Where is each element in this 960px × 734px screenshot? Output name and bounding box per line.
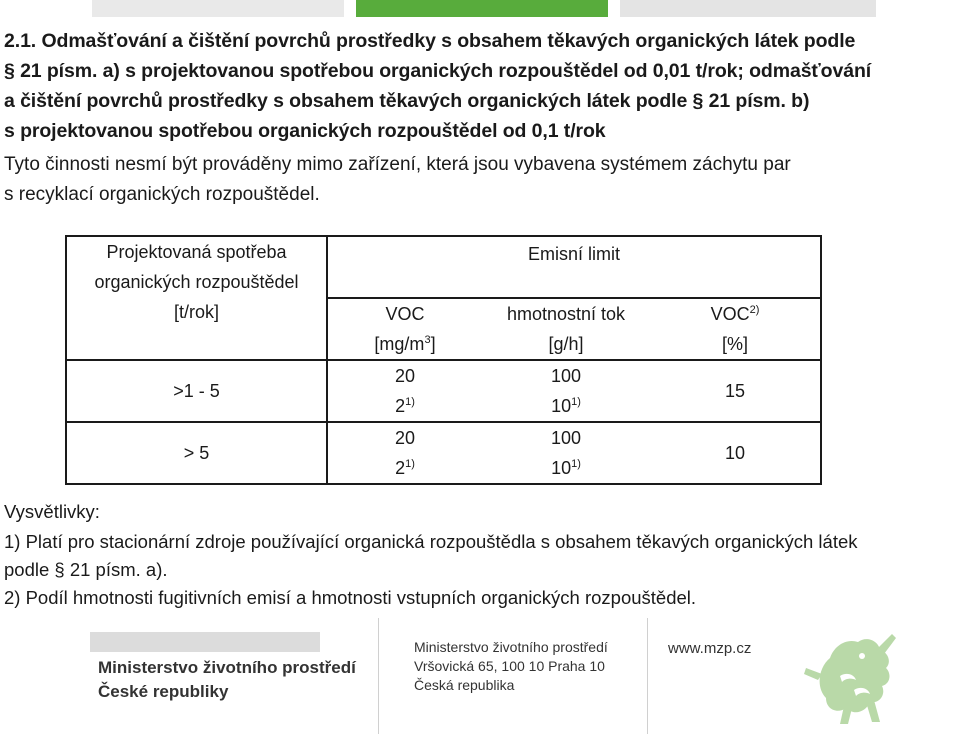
section-heading bbox=[4, 26, 956, 146]
voc-header: VOC [mg/m$^3$] bbox=[327, 298, 482, 360]
ministry-website: www.mzp.cz bbox=[668, 640, 752, 657]
lion-emblem-icon bbox=[796, 628, 906, 728]
voc-percent-cell: 10 bbox=[650, 422, 821, 484]
paragraph-line: Tyto činnosti nesmí být prováděny mimo zařízení, která jsou vybavena systémem záchytu par bbox=[4, 154, 791, 175]
mass-flow-header: hmotnostní tok [g/h] bbox=[482, 298, 650, 360]
mass-flow-cell: 100 10$^{1)}$ bbox=[482, 360, 650, 422]
header-bar-right bbox=[620, 0, 876, 17]
footer-logo-bar bbox=[90, 632, 320, 652]
consumption-cell: >1 - 5 bbox=[66, 360, 327, 422]
ministry-address: Ministerstvo životního prostředí Vršovická 65, 100 10 Praha 10 Česká republika bbox=[414, 639, 608, 693]
page-footer bbox=[0, 618, 960, 734]
header-bar-left bbox=[92, 0, 344, 17]
voc-percent-header: VOC$^{2)}$ [%] bbox=[650, 298, 821, 360]
note-2: 2) Podíl hmotnosti fugitivních emisí a hmotnosti vstupních organických rozpouštědel. bbox=[4, 587, 697, 608]
footer-divider bbox=[378, 618, 379, 734]
heading-line: § 21 písm. a) s projektovanou spotřebou organických rozpouštědel od 0,01 t/rok; odmašťování bbox=[4, 60, 872, 82]
heading-line: a čištění povrchů prostředky s obsahem těkavých organických látek podle § 21 písm. b) bbox=[4, 90, 810, 112]
consumption-header: Projektovaná spotřeba organických rozpouštědel [t/rok] bbox=[66, 236, 327, 360]
consumption-cell: > 5 bbox=[66, 422, 327, 484]
voc-cell: 20 2$^{1)}$ bbox=[327, 360, 482, 422]
notes-section bbox=[4, 498, 956, 612]
paragraph-line: s recyklací organických rozpouštědel. bbox=[4, 184, 320, 205]
footer-divider bbox=[647, 618, 648, 734]
voc-unit: [mg/m$^3$] bbox=[374, 334, 436, 354]
emission-limit-table bbox=[65, 235, 822, 485]
emission-limit-header: Emisní limit bbox=[327, 236, 821, 298]
voc-cell: 20 2$^{1)}$ bbox=[327, 422, 482, 484]
intro-paragraph bbox=[4, 150, 956, 210]
ministry-logo: Ministerstvo životního prostředí České republiky bbox=[98, 658, 356, 701]
table-row bbox=[66, 422, 821, 484]
heading-line: 2.1. Odmašťování a čištění povrchů prostředky s obsahem těkavých organických látek podle bbox=[4, 30, 856, 52]
mass-flow-cell: 100 10$^{1)}$ bbox=[482, 422, 650, 484]
note-1: 1) Platí pro stacionární zdroje používající organická rozpouštědla s obsahem těkavých organických látek bbox=[4, 531, 858, 552]
voc-percent-cell: 15 bbox=[650, 360, 821, 422]
notes-title: Vysvětlivky: bbox=[4, 501, 100, 522]
table-row bbox=[66, 360, 821, 422]
note-1-continuation: podle § 21 písm. a). bbox=[4, 559, 168, 580]
header-bar-middle bbox=[356, 0, 608, 17]
heading-line: s projektovanou spotřebou organických rozpouštědel od 0,1 t/rok bbox=[4, 120, 606, 142]
